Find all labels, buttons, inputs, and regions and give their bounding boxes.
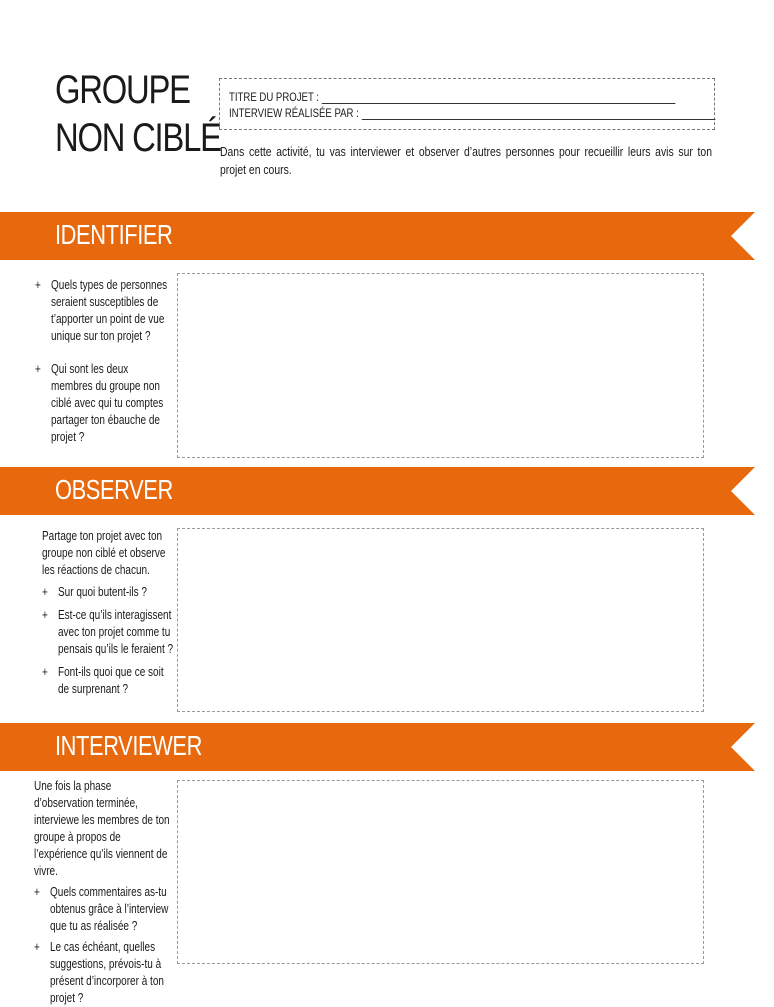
list-item: + Qui sont les deux membres du groupe non ciblé avec qui tu comptes partager ton ébauche de projet ? (35, 362, 164, 444)
title-line-1: GROUPE (55, 68, 190, 112)
section-banner-identifier (0, 212, 755, 260)
identifier-questions (35, 277, 173, 446)
section-intro: Partage ton projet avec ton groupe non ciblé et observe les réactions de chacun. (42, 529, 166, 577)
list-item: + Font-ils quoi que ce soit de surprenant ? (42, 665, 164, 696)
plus-icon: + (35, 362, 41, 376)
list-item: + Quels types de personnes seraient susceptibles de t’apporter un point de vue unique sur ton projet ? (35, 278, 168, 343)
interviewer-answer-box[interactable] (177, 780, 704, 964)
plus-icon: + (42, 608, 48, 622)
interview-by-field[interactable] (361, 109, 715, 120)
list-item: + Quels commentaires as-tu obtenus grâce à l’interview que tu as réalisée ? (34, 885, 169, 933)
banner-notch (731, 723, 755, 771)
interview-by-row (229, 106, 715, 120)
plus-icon: + (34, 940, 40, 954)
section-intro: Une fois la phase d’observation terminée, interviewe les membres de ton groupe à propos de l’expérience qu’ils viennent de vivre. (34, 779, 170, 878)
section-title: IDENTIFIER (55, 219, 173, 250)
list-item: + Sur quoi butent-ils ? (42, 585, 147, 599)
plus-icon: + (34, 885, 40, 899)
project-title-label: TITRE DU PROJET : (229, 90, 319, 104)
section-banner-interviewer (0, 723, 755, 771)
plus-icon: + (35, 278, 41, 292)
list-item: + Est-ce qu’ils interagissent avec ton projet comme tu pensais qu’ils le feraient ? (42, 608, 174, 656)
plus-icon: + (42, 665, 48, 679)
intro-text: Dans cette activité, tu vas interviewer et observer d’autres personnes pour recueillir leurs avis sur ton projet en cours. (220, 144, 712, 177)
interview-by-label: INTERVIEW RÉALISÉE PAR : (229, 106, 359, 120)
interviewer-questions (34, 778, 172, 1007)
section-banner-observer (0, 467, 755, 515)
section-title: OBSERVER (55, 474, 173, 505)
title-line-2: NON CIBLÉ (55, 116, 221, 160)
observer-answer-box[interactable] (177, 528, 704, 712)
banner-notch (731, 467, 755, 515)
project-info-box (219, 78, 715, 130)
plus-icon: + (42, 585, 48, 599)
list-item: + Le cas échéant, quelles suggestions, prévois-tu à présent d’incorporer à ton projet ? (34, 940, 164, 1005)
banner-notch (731, 212, 755, 260)
identifier-answer-box[interactable] (177, 273, 704, 458)
observer-questions (42, 528, 173, 698)
section-title: INTERVIEWER (55, 730, 202, 761)
page-title (55, 66, 221, 162)
project-title-row (229, 90, 675, 104)
project-title-field[interactable] (322, 93, 676, 104)
